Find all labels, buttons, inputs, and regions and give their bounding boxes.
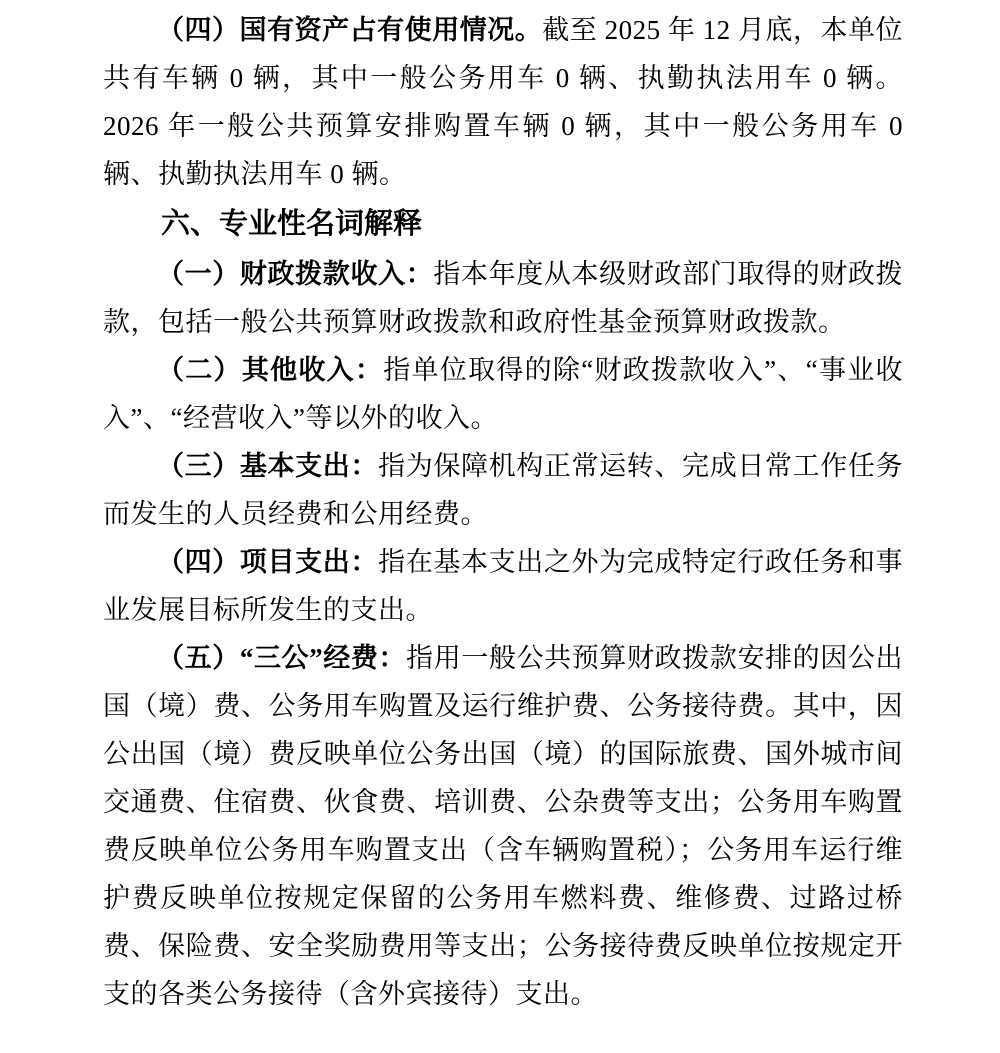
section-heading: 六、专业性名词解释	[161, 208, 423, 240]
term-text: 指本年度从本级财政部门取得的财政拨款，包括一般公共预算财政拨款和政府性基金预算财政拨款。	[103, 259, 904, 337]
paragraph-asset-usage-lead: （四）国有资产占有使用情况。	[157, 15, 543, 45]
term-text: 指用一般公共预算财政拨款安排的因公出国（境）费、公务用车购置及运行维护费、公务接待费。其中，因公出国（境）费反映单位公务出国（境）的国际旅费、国外城市间交通费、住宿费、伙食费、培训费、公杂费等支出；公务用车购置费反映单位公务用车购置支出（含车辆购置税）；公务用车运行维护费反映单位按规定保留的公务用车燃料费、维修费、过路过桥费、保险费、安全奖励费用等支出；公务接待费反映单位按规定开支的各类公务接待（含外宾接待）支出。	[103, 643, 904, 1009]
term-lead: （三）基本支出：	[157, 451, 379, 481]
term-lead: （二）其他收入：	[157, 355, 384, 385]
term-paragraph-fiscal-appropriation-income	[103, 250, 903, 346]
term-paragraph-basic-expenditure	[103, 442, 903, 538]
term-lead: （四）项目支出：	[157, 547, 379, 577]
term-text: 指为保障机构正常运转、完成日常工作任务而发生的人员经费和公用经费。	[103, 451, 904, 529]
term-paragraph-three-public-funds	[103, 634, 903, 1018]
term-text: 指在基本支出之外为完成特定行政任务和事业发展目标所发生的支出。	[103, 547, 904, 625]
term-lead: （五）“三公”经费：	[157, 643, 407, 673]
term-text: 指单位取得的除“财政拨款收入”、“事业收入”、“经营收入”等以外的收入。	[103, 355, 904, 433]
term-paragraph-other-income	[103, 346, 903, 442]
term-lead: （一）财政拨款收入：	[157, 259, 434, 289]
term-paragraph-project-expenditure	[103, 538, 903, 634]
paragraph-asset-usage-text: 截至 2025 年 12 月底，本单位共有车辆 0 辆，其中一般公务用车 0 辆、执勤执法用车 0 辆。2026 年一般公共预算安排购置车辆 0 辆，其中一般公务用车 0 辆、执勤执法用车 0 辆。	[103, 15, 904, 189]
paragraph-asset-usage	[103, 6, 903, 198]
